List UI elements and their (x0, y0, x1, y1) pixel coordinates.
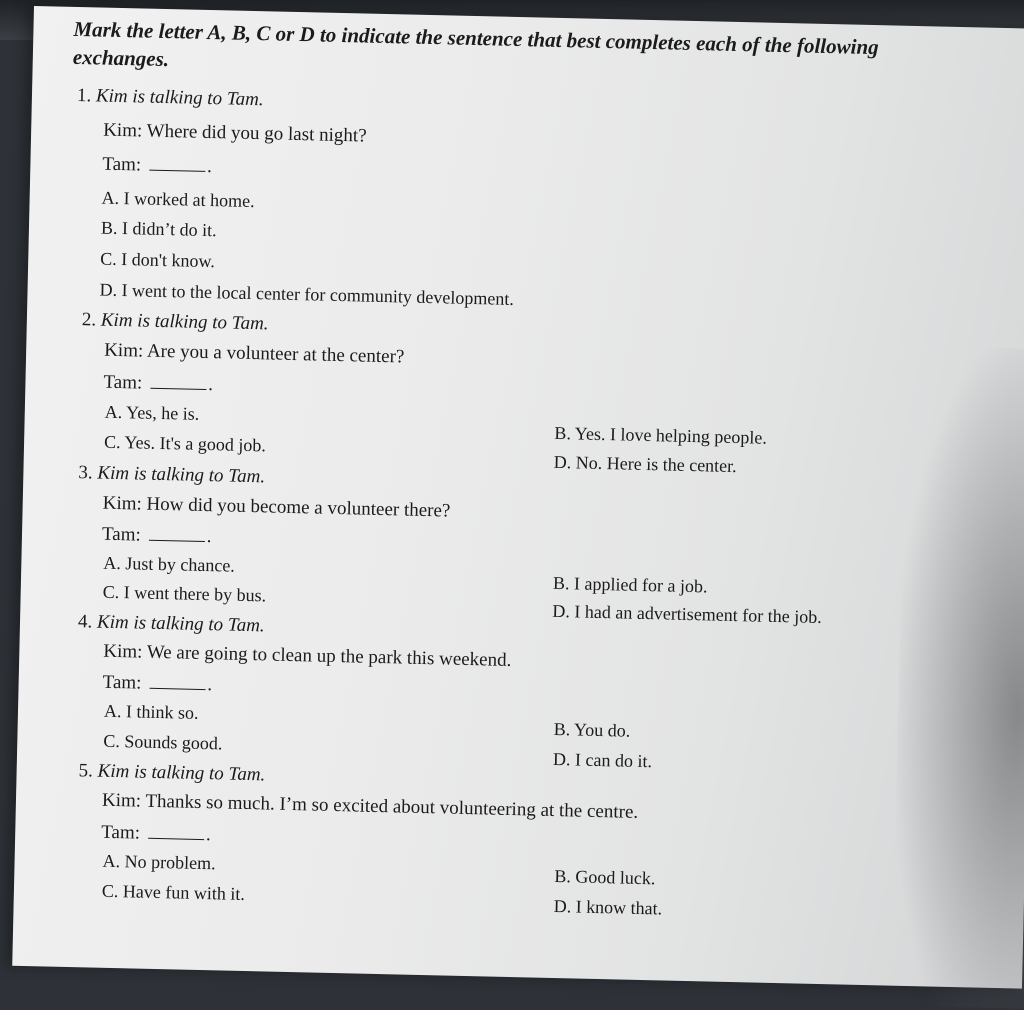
response-speaker: Tam: (102, 671, 142, 694)
response-speaker: Tam: (101, 523, 142, 546)
answer-blank[interactable] (149, 524, 205, 542)
question-context: Kim is talking to Tam. (97, 462, 266, 488)
option-a[interactable]: A. No problem. (102, 850, 216, 874)
option-d[interactable]: D. No. Here is the center. (553, 451, 737, 477)
instruction-text: Mark the letter A, B, C or D to indicate the sentence that best completes each of the following exchanges. (72, 16, 879, 72)
option-a[interactable]: A. I worked at home. (101, 187, 255, 212)
option-d[interactable]: D. I went to the local center for community development. (99, 279, 515, 309)
option-c[interactable]: C. Sounds good. (103, 730, 223, 754)
response-speaker: Tam: (103, 371, 143, 394)
answer-line: Tam: . (101, 523, 212, 548)
option-b[interactable]: B. Yes. I love helping people. (554, 422, 768, 448)
option-b[interactable]: B. I didn’t do it. (100, 217, 217, 241)
option-d[interactable]: D. I can do it. (552, 748, 653, 772)
question-prompt: Kim: How did you become a volunteer there? (102, 492, 451, 522)
answer-line: Tam: . (101, 821, 212, 846)
question-prompt: Kim: We are going to clean up the park this weekend. (103, 640, 512, 671)
question-1-header (77, 85, 264, 111)
answer-line: Tam: . (102, 671, 213, 696)
response-speaker: Tam: (102, 153, 142, 176)
response-speaker: Tam: (101, 821, 141, 844)
answer-line: Tam: . (102, 153, 213, 178)
question-5-header (78, 760, 265, 786)
question-context: Kim is talking to Tam. (100, 309, 269, 335)
option-a[interactable]: A. I think so. (103, 700, 199, 723)
question-prompt: Kim: Thanks so much. I’m so excited about volunteering at the centre. (101, 789, 639, 823)
option-c[interactable]: C. Yes. It's a good job. (103, 431, 267, 456)
question-number: 2. (81, 309, 97, 331)
option-b[interactable]: B. Good luck. (554, 866, 656, 889)
question-number: 5. (78, 760, 94, 782)
option-c[interactable]: C. I don't know. (100, 248, 216, 272)
option-b[interactable]: B. You do. (553, 718, 631, 741)
question-number: 1. (76, 85, 92, 107)
question-2-header (82, 309, 269, 335)
option-c[interactable]: C. I went there by bus. (102, 581, 267, 606)
question-context: Kim is talking to Tam. (96, 611, 265, 637)
option-c[interactable]: C. Have fun with it. (101, 880, 246, 905)
answer-blank[interactable] (150, 372, 206, 390)
answer-blank[interactable] (148, 822, 204, 840)
question-number: 3. (78, 462, 93, 484)
answer-blank[interactable] (149, 154, 205, 172)
option-d[interactable]: D. I know that. (553, 896, 663, 919)
question-context: Kim is talking to Tam. (97, 760, 266, 786)
option-d[interactable]: D. I had an advertisement for the job. (552, 600, 822, 628)
option-a[interactable]: A. Yes, he is. (104, 401, 200, 424)
answer-blank[interactable] (149, 672, 205, 690)
question-number: 4. (77, 611, 93, 633)
question-prompt: Kim: Where did you go last night? (102, 119, 367, 147)
worksheet-page (12, 6, 1024, 989)
question-prompt: Kim: Are you a volunteer at the center? (103, 339, 405, 368)
option-b[interactable]: B. I applied for a job. (552, 572, 708, 597)
question-4-header (78, 611, 265, 637)
question-context: Kim is talking to Tam. (95, 85, 264, 111)
shadow-overlay (892, 346, 1024, 1010)
option-a[interactable]: A. Just by chance. (103, 552, 236, 576)
question-3-header (78, 462, 265, 488)
answer-line: Tam: . (103, 371, 214, 396)
